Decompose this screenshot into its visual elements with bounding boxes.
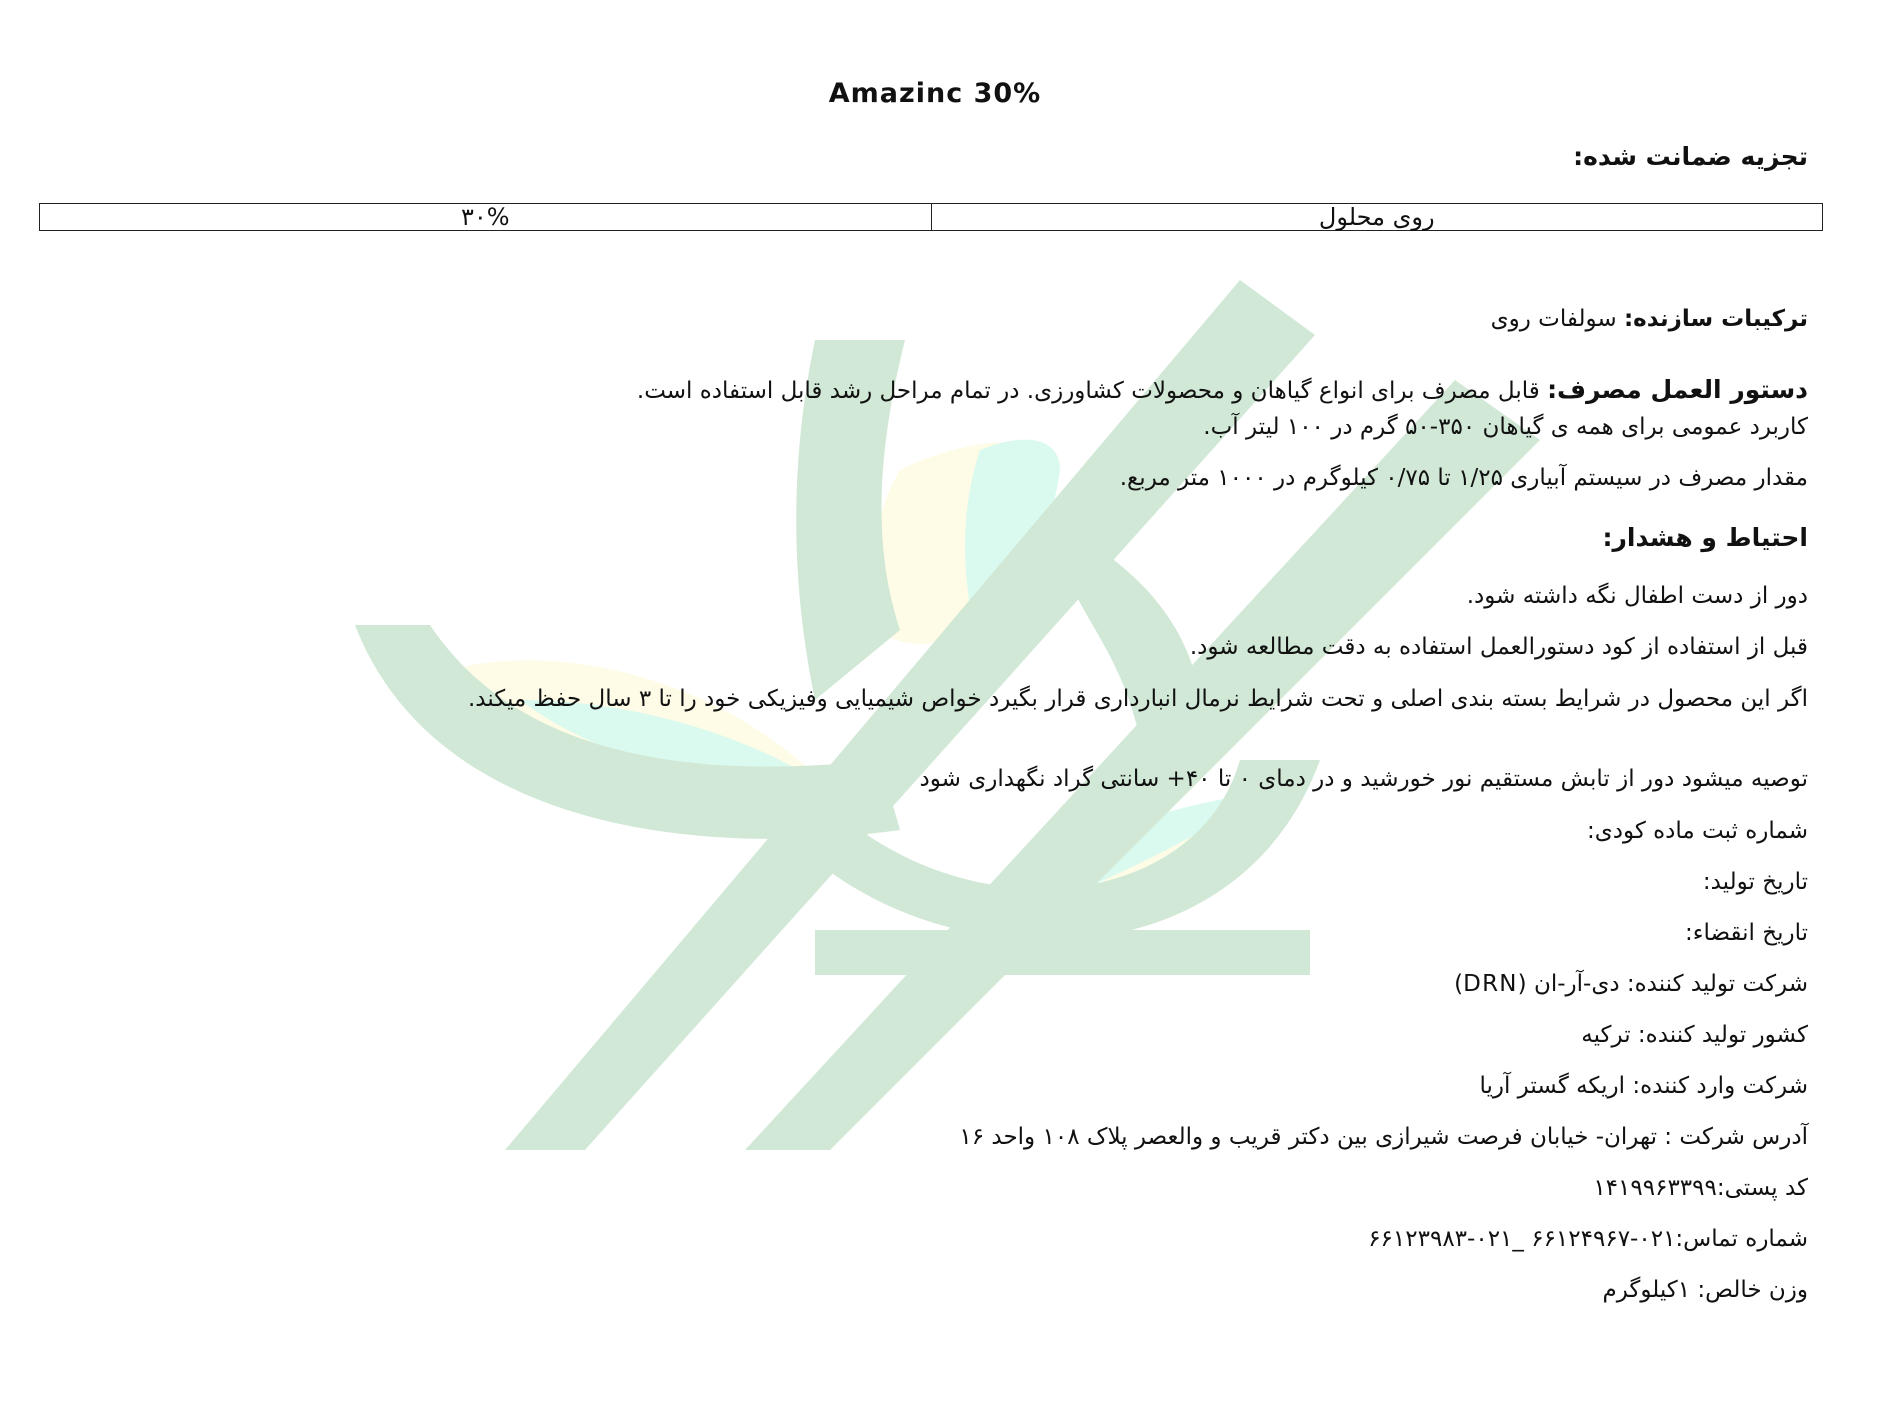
usage-label: دستور العمل مصرف: [1547,375,1808,404]
guaranteed-analysis-heading: تجزیه ضمانت شده: [1573,142,1808,171]
usage-text-1: قابل مصرف برای انواع گیاهان و محصولات کشاورزی. در تمام مراحل رشد قابل استفاده است. [636,378,1548,404]
usage-text-2: کاربرد عمومی برای همه ی گیاهان ۳۵۰-۵۰ گرم در ۱۰۰ لیتر آب. [1203,414,1808,440]
warning-item: قبل از استفاده از کود دستورالعمل استفاده به دقت مطالعه شود. [1189,634,1808,660]
expiry-date: تاریخ انقضاء: [1684,920,1808,946]
analysis-value-cell: ۳۰% [40,204,932,231]
product-title: Amazinc 30% [828,78,1042,109]
warning-item: دور از دست اطفال نگه داشته شود. [1466,583,1808,609]
company-address: آدرس شرکت : تهران- خیابان فرصت شیرازی بین دکتر قریب و والعصر پلاک ۱۰۸ واحد ۱۶ [959,1124,1808,1150]
warning-item: اگر این محصول در شرایط بسته بندی اصلی و تحت شرایط نرمال انبارداری قرار بگیرد خواص شیمیایی وفیزیکی خود را تا ۳ سال حفظ میکند. [467,686,1808,712]
usage-line [637,375,1808,404]
manufacturer: شرکت تولید کننده: دی-آر-ان (DRN) [1454,971,1808,997]
analysis-table [39,203,1823,231]
phone-numbers: شماره تماس:۰۲۱-۶۶۱۲۴۹۶۷ _۰۲۱-۶۶۱۲۳۹۸۳ [1368,1226,1808,1252]
country-of-origin: کشور تولید کننده: ترکیه [1581,1022,1808,1048]
usage-text-3: مقدار مصرف در سیستم آبیاری ۱/۲۵ تا ۰/۷۵ کیلوگرم در ۱۰۰۰ متر مربع. [1119,465,1808,491]
net-weight: وزن خالص: ۱کیلوگرم [1602,1277,1808,1303]
ingredients-label: ترکیبات سازنده: [1623,306,1808,332]
table-row [40,204,1823,231]
postal-code: کد پستی:۱۴۱۹۹۶۳۳۹۹ [1593,1175,1808,1201]
ingredients-line [1491,306,1808,332]
warnings-heading: احتیاط و هشدار: [1602,523,1808,552]
analysis-label-cell: روی محلول [931,204,1823,231]
registration-number: شماره ثبت ماده کودی: [1586,818,1808,844]
importer: شرکت وارد کننده: اریکه گستر آریا [1479,1073,1808,1099]
warning-item: توصیه میشود دور از تابش مستقیم نور خورشید و در دمای ۰ تا ۴۰+ سانتی گراد نگهداری شود [919,766,1808,792]
ingredients-value: سولفات روی [1490,306,1624,332]
production-date: تاریخ تولید: [1702,869,1808,895]
